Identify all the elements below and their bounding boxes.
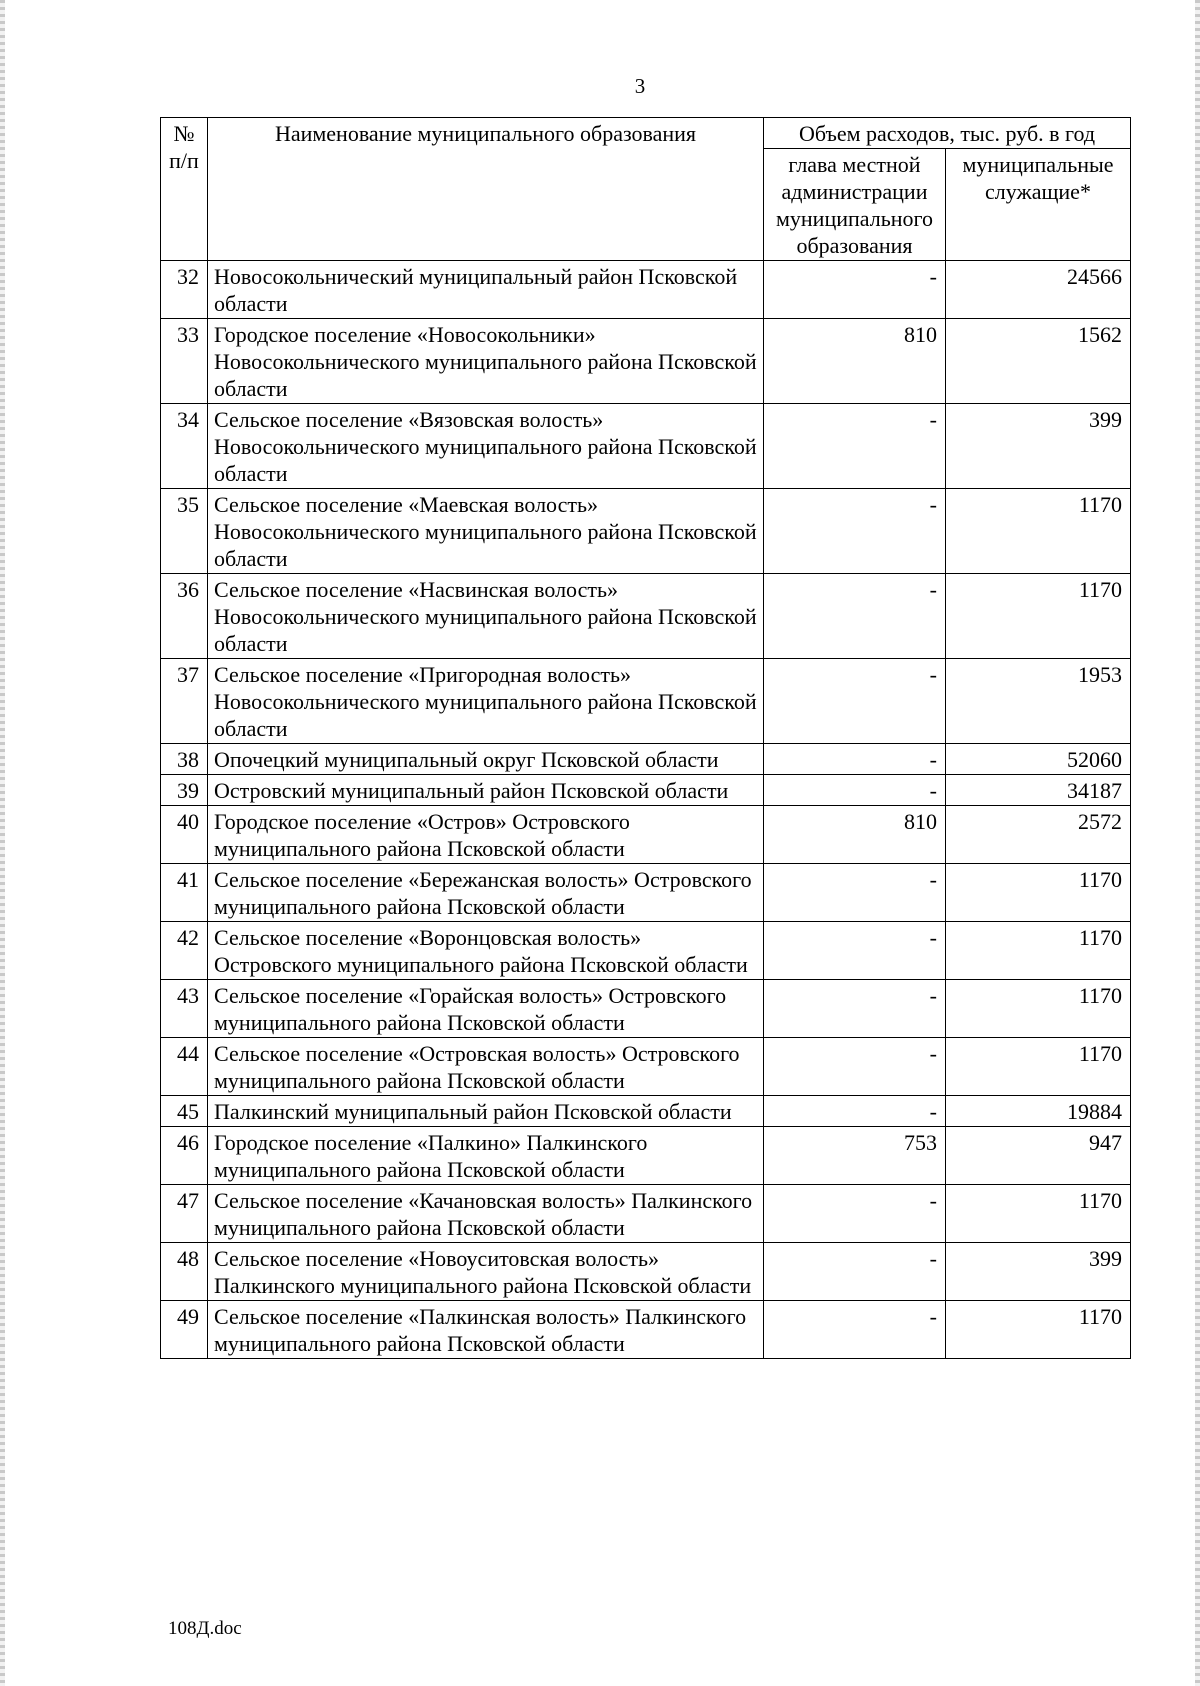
row-municipality-name: Сельское поселение «Горайская волость» Островского муниципального района Псковской области xyxy=(208,980,764,1038)
row-number: 35 xyxy=(161,489,208,574)
row-head-expense: - xyxy=(764,1096,946,1127)
row-municipality-name: Сельское поселение «Новоуситовская волость» Палкинского муниципального района Псковской области xyxy=(208,1243,764,1301)
row-number: 42 xyxy=(161,922,208,980)
table-row xyxy=(161,1185,1131,1243)
row-municipality-name: Городское поселение «Палкино» Палкинского муниципального района Псковской области xyxy=(208,1127,764,1185)
row-municipality-name: Сельское поселение «Палкинская волость» Палкинского муниципального района Псковской области xyxy=(208,1301,764,1359)
row-head-expense: 753 xyxy=(764,1127,946,1185)
row-municipality-name: Палкинский муниципальный район Псковской области xyxy=(208,1096,764,1127)
scan-edge-right xyxy=(1195,0,1200,1686)
row-staff-expense: 1562 xyxy=(946,319,1131,404)
row-head-expense: 810 xyxy=(764,806,946,864)
table-row xyxy=(161,1096,1131,1127)
table-row xyxy=(161,980,1131,1038)
row-number: 33 xyxy=(161,319,208,404)
table-row xyxy=(161,489,1131,574)
row-municipality-name: Сельское поселение «Качановская волость» Палкинского муниципального района Псковской области xyxy=(208,1185,764,1243)
page-number: 3 xyxy=(634,74,646,98)
table-row xyxy=(161,806,1131,864)
row-staff-expense: 1953 xyxy=(946,659,1131,744)
row-head-expense: - xyxy=(764,659,946,744)
row-head-expense: - xyxy=(764,1038,946,1096)
row-staff-expense: 24566 xyxy=(946,261,1131,319)
header-expenses: Объем расходов, тыс. руб. в год xyxy=(764,118,1131,149)
row-municipality-name: Сельское поселение «Пригородная волость» Новосокольнического муниципального района Псковской области xyxy=(208,659,764,744)
row-head-expense: - xyxy=(764,489,946,574)
row-staff-expense: 19884 xyxy=(946,1096,1131,1127)
row-number: 43 xyxy=(161,980,208,1038)
row-number: 47 xyxy=(161,1185,208,1243)
row-municipality-name: Сельское поселение «Насвинская волость» Новосокольнического муниципального района Псковской области xyxy=(208,574,764,659)
row-staff-expense: 1170 xyxy=(946,864,1131,922)
row-head-expense: - xyxy=(764,744,946,775)
row-head-expense: - xyxy=(764,404,946,489)
scan-edge-left xyxy=(0,0,5,1686)
row-number: 46 xyxy=(161,1127,208,1185)
row-staff-expense: 947 xyxy=(946,1127,1131,1185)
row-number: 37 xyxy=(161,659,208,744)
row-municipality-name: Опочецкий муниципальный округ Псковской области xyxy=(208,744,764,775)
row-municipality-name: Городское поселение «Остров» Островского муниципального района Псковской области xyxy=(208,806,764,864)
row-number: 36 xyxy=(161,574,208,659)
row-number: 49 xyxy=(161,1301,208,1359)
row-number: 41 xyxy=(161,864,208,922)
header-head-of-administration: глава местной администрации муниципального образования xyxy=(764,149,946,261)
row-number: 34 xyxy=(161,404,208,489)
table-body xyxy=(161,261,1131,1359)
footer-filename: 108Д.doc xyxy=(168,1618,242,1639)
table-row xyxy=(161,404,1131,489)
row-staff-expense: 1170 xyxy=(946,1038,1131,1096)
row-number: 39 xyxy=(161,775,208,806)
table-row xyxy=(161,922,1131,980)
table-row xyxy=(161,1301,1131,1359)
table-row xyxy=(161,775,1131,806)
row-municipality-name: Сельское поселение «Бережанская волость» Островского муниципального района Псковской области xyxy=(208,864,764,922)
row-staff-expense: 1170 xyxy=(946,1185,1131,1243)
row-head-expense: - xyxy=(764,1185,946,1243)
row-municipality-name: Сельское поселение «Маевская волость» Новосокольнического муниципального района Псковской области xyxy=(208,489,764,574)
row-staff-expense: 399 xyxy=(946,404,1131,489)
row-head-expense: - xyxy=(764,261,946,319)
header-name: Наименование муниципального образования xyxy=(208,118,764,261)
table-row xyxy=(161,864,1131,922)
header-number: № п/п xyxy=(161,118,208,261)
row-number: 40 xyxy=(161,806,208,864)
table-row xyxy=(161,319,1131,404)
row-number: 38 xyxy=(161,744,208,775)
row-staff-expense: 34187 xyxy=(946,775,1131,806)
header-municipal-employees: муниципальные служащие* xyxy=(946,149,1131,261)
table-row xyxy=(161,261,1131,319)
table-row xyxy=(161,1038,1131,1096)
row-head-expense: - xyxy=(764,775,946,806)
row-staff-expense: 1170 xyxy=(946,922,1131,980)
table-row xyxy=(161,574,1131,659)
row-staff-expense: 1170 xyxy=(946,980,1131,1038)
row-staff-expense: 1170 xyxy=(946,574,1131,659)
row-staff-expense: 52060 xyxy=(946,744,1131,775)
row-municipality-name: Новосокольнический муниципальный район Псковской области xyxy=(208,261,764,319)
table-row xyxy=(161,1127,1131,1185)
row-head-expense: 810 xyxy=(764,319,946,404)
row-number: 32 xyxy=(161,261,208,319)
table-row xyxy=(161,1243,1131,1301)
row-number: 44 xyxy=(161,1038,208,1096)
row-head-expense: - xyxy=(764,864,946,922)
row-head-expense: - xyxy=(764,980,946,1038)
table-row xyxy=(161,744,1131,775)
row-number: 45 xyxy=(161,1096,208,1127)
row-staff-expense: 1170 xyxy=(946,489,1131,574)
table-header xyxy=(161,118,1131,261)
row-staff-expense: 2572 xyxy=(946,806,1131,864)
expenses-table xyxy=(160,117,1131,1359)
row-head-expense: - xyxy=(764,922,946,980)
row-municipality-name: Сельское поселение «Островская волость» Островского муниципального района Псковской области xyxy=(208,1038,764,1096)
row-number: 48 xyxy=(161,1243,208,1301)
table-row xyxy=(161,659,1131,744)
row-head-expense: - xyxy=(764,1301,946,1359)
row-head-expense: - xyxy=(764,574,946,659)
row-head-expense: - xyxy=(764,1243,946,1301)
row-municipality-name: Сельское поселение «Вязовская волость» Новосокольнического муниципального района Псковской области xyxy=(208,404,764,489)
row-staff-expense: 1170 xyxy=(946,1301,1131,1359)
row-municipality-name: Островский муниципальный район Псковской области xyxy=(208,775,764,806)
row-municipality-name: Сельское поселение «Воронцовская волость» Островского муниципального района Псковской области xyxy=(208,922,764,980)
row-municipality-name: Городское поселение «Новосокольники» Новосокольнического муниципального района Псковской области xyxy=(208,319,764,404)
row-staff-expense: 399 xyxy=(946,1243,1131,1301)
